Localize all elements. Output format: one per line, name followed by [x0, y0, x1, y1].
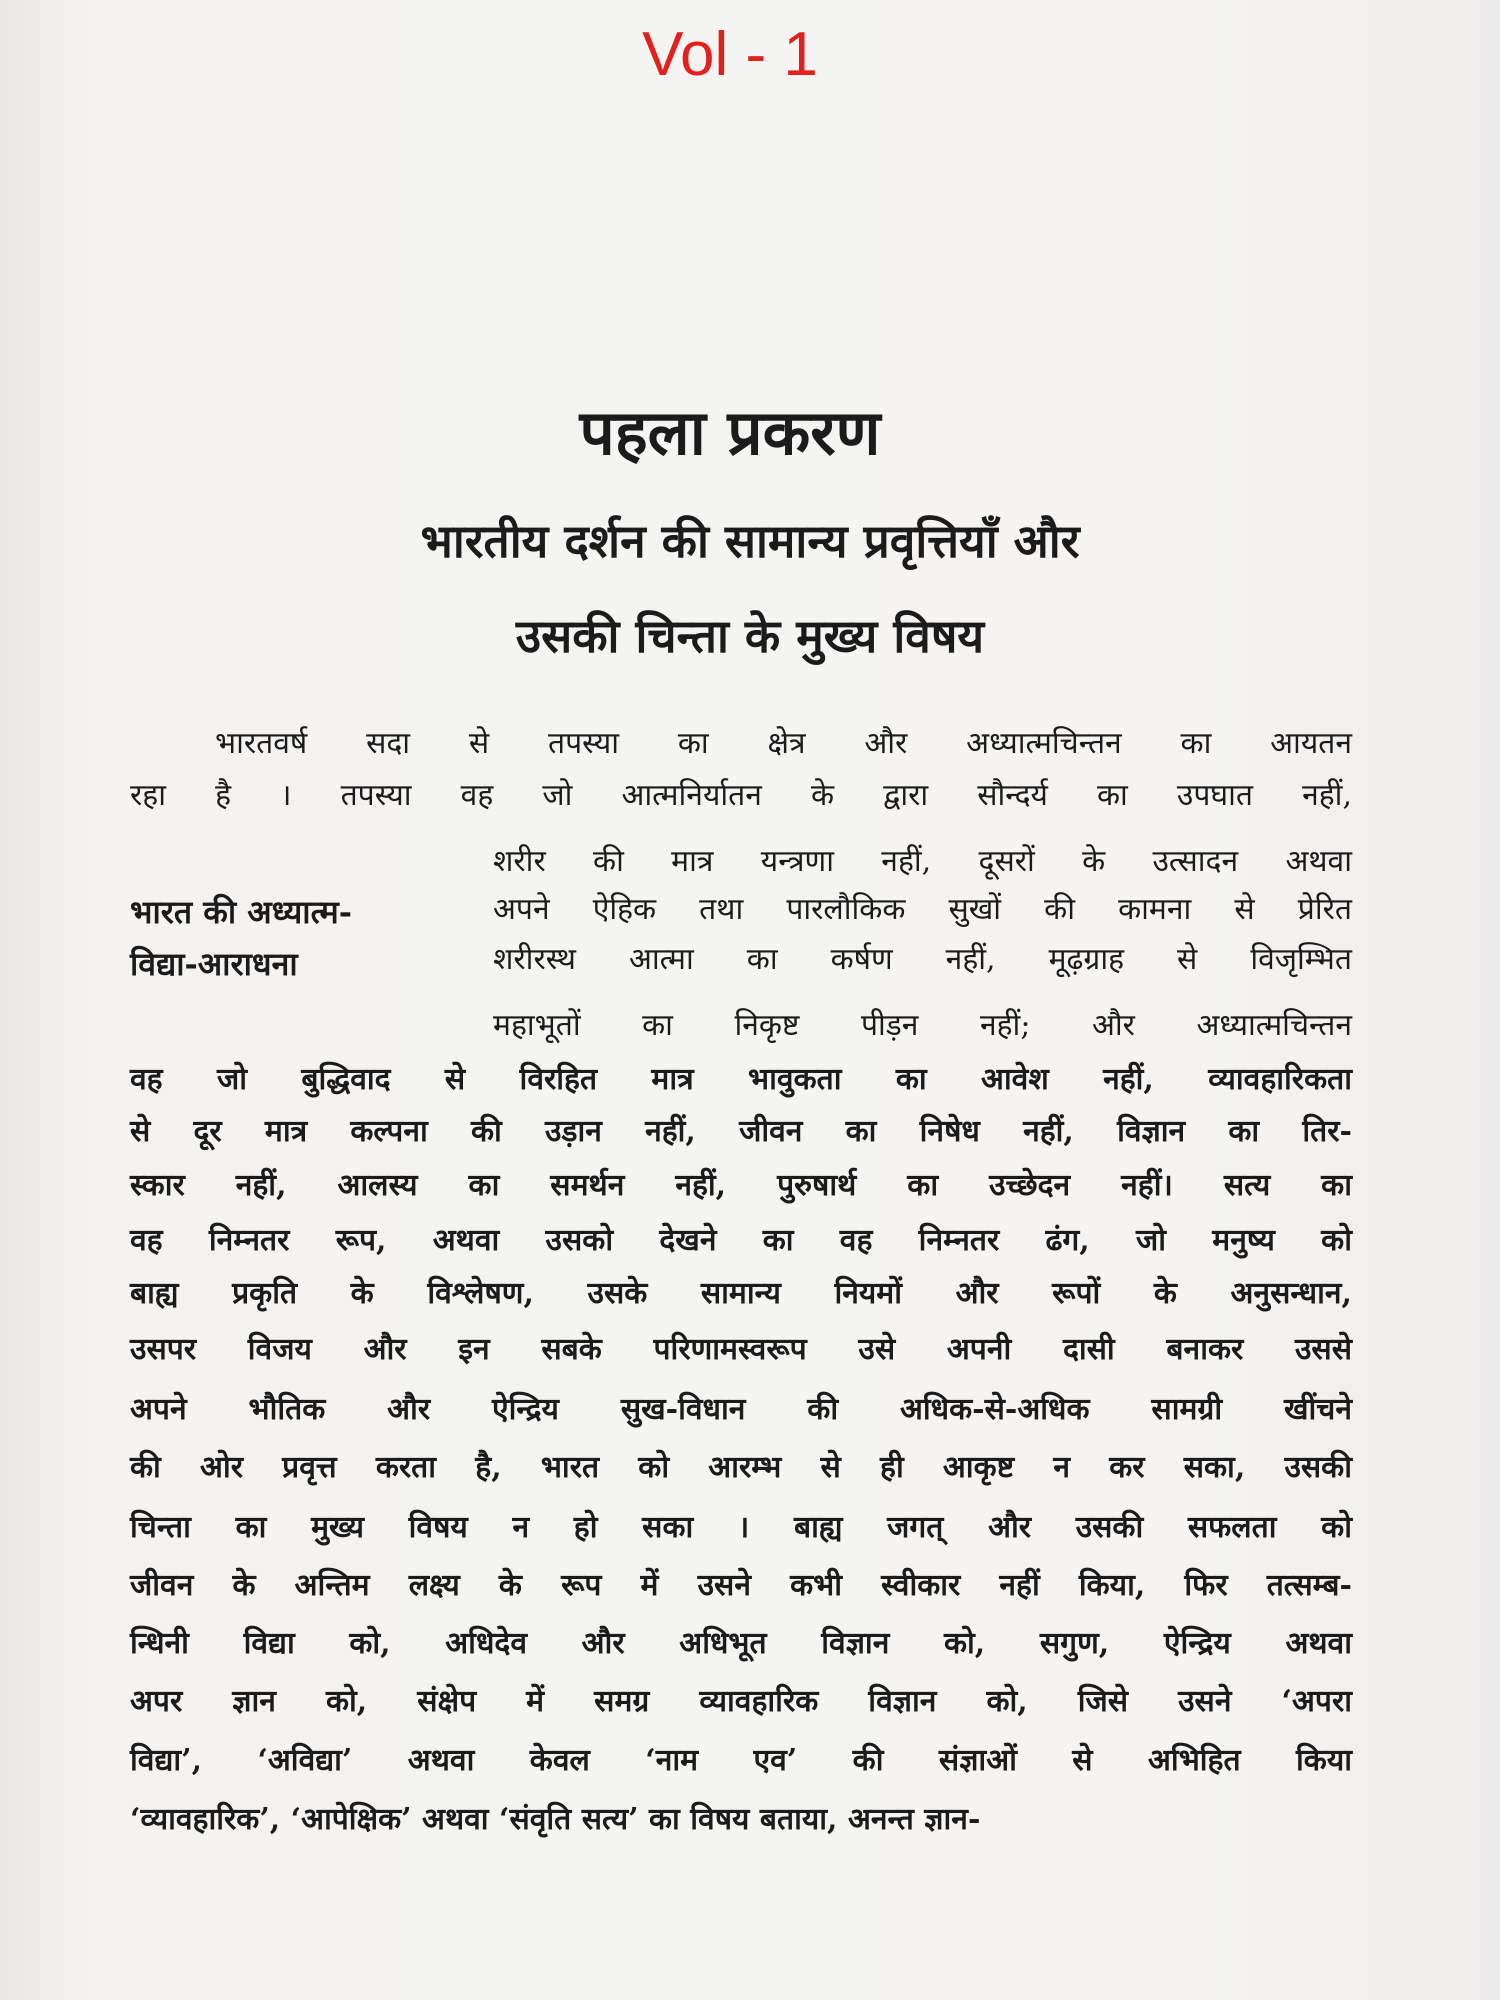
body-line-2: रहा है । तपस्या वह जो आत्मनिर्यातन के द्वारा सौन्दर्य का उपघात नहीं,: [130, 778, 1352, 813]
body-line-20: ‘व्यावहारिक’, ‘आपेक्षिक’ अथवा ‘संवृति सत्य’ का विषय बताया, अनन्त ज्ञान-: [130, 1802, 981, 1837]
side-heading-line-2: विद्या-आराधना: [130, 945, 298, 983]
body-line-19: विद्या’, ‘अविद्या’ अथवा केवल ‘नाम एव’ की संज्ञाओं से अभिहित किया: [130, 1743, 1352, 1778]
body-line-10: वह निम्नतर रूप, अथवा उसको देखने का वह निम्नतर ढंग, जो मनुष्य को: [130, 1223, 1352, 1258]
body-line-7: वह जो बुद्धिवाद से विरहित मात्र भावुकता का आवेश नहीं, व्यावहारिकता: [130, 1062, 1352, 1097]
side-heading-line-1: भारत की अध्यात्म-: [130, 893, 352, 931]
body-line-12: उसपर विजय और इन सबके परिणामस्वरूप उसे अपनी दासी बनाकर उससे: [130, 1332, 1352, 1367]
body-line-4: अपने ऐहिक तथा पारलौकिक सुखों की कामना से प्रेरित: [493, 892, 1352, 927]
body-line-11: बाह्य प्रकृति के विश्लेषण, उसके सामान्य नियमों और रूपों के अनुसन्धान,: [130, 1276, 1352, 1311]
volume-label: Vol - 1: [642, 20, 818, 89]
body-line-15: चिन्ता का मुख्य विषय न हो सका । बाह्य जगत् और उसकी सफलता को: [130, 1510, 1352, 1545]
body-line-6: महाभूतों का निकृष्ट पीड़न नहीं; और अध्यात्मचिन्तन: [493, 1008, 1352, 1043]
chapter-subtitle-line-1: भारतीय दर्शन की सामान्य प्रवृत्तियाँ और: [420, 514, 1080, 568]
body-line-16: जीवन के अन्तिम लक्ष्य के रूप में उसने कभी स्वीकार नहीं किया, फिर तत्सम्ब-: [130, 1568, 1352, 1603]
body-line-13: अपने भौतिक और ऐन्द्रिय सुख-विधान की अधिक-से-अधिक सामग्री खींचने: [130, 1392, 1352, 1427]
chapter-subtitle-line-2: उसकी चिन्ता के मुख्य विषय: [515, 609, 985, 663]
body-line-5: शरीरस्थ आत्मा का कर्षण नहीं, मूढ़ग्राह से विजृम्भित: [493, 942, 1352, 977]
body-line-17: न्धिनी विद्या को, अधिदेव और अधिभूत विज्ञान को, सगुण, ऐन्द्रिय अथवा: [130, 1626, 1352, 1661]
body-line-8: से दूर मात्र कल्पना की उड़ान नहीं, जीवन का निषेध नहीं, विज्ञान का तिर-: [130, 1114, 1352, 1149]
body-line-1: भारतवर्ष सदा से तपस्या का क्षेत्र और अध्यात्मचिन्तन का आयतन: [215, 726, 1352, 761]
body-line-18: अपर ज्ञान को, संक्षेप में समग्र व्यावहारिक विज्ञान को, जिसे उसने ‘अपरा: [130, 1684, 1352, 1719]
body-line-3: शरीर की मात्र यन्त्रणा नहीं, दूसरों के उत्सादन अथवा: [493, 844, 1352, 879]
body-line-14: की ओर प्रवृत्त करता है, भारत को आरम्भ से ही आकृष्ट न कर सका, उसकी: [130, 1450, 1352, 1485]
chapter-title: पहला प्रकरण: [579, 396, 881, 469]
body-line-9: स्कार नहीं, आलस्य का समर्थन नहीं, पुरुषार्थ का उच्छेदन नहीं। सत्य का: [130, 1168, 1352, 1203]
